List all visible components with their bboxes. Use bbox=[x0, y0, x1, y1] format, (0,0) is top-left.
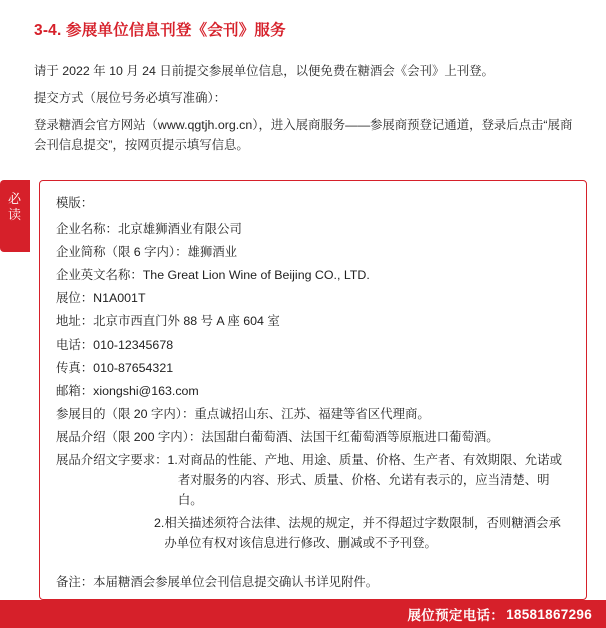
template-row-email: 邮箱：xiongshi@163.com bbox=[56, 383, 199, 398]
intro-block bbox=[34, 62, 574, 155]
template-row-company-short-name: 企业简称（限 6 字内）：雄狮酒业 bbox=[56, 245, 238, 260]
must-read-tab bbox=[0, 180, 30, 252]
template-row-fax: 传真：010-87654321 bbox=[56, 360, 174, 375]
template-note: 备注：本届糖酒会参展单位会刊信息提交确认书详见附件。 bbox=[56, 574, 379, 589]
intro-line-3: 登录糖酒会官方网站（www.qgtjh.org.cn），进入展商服务——参展商预登记通道，登录后点击“展商会刊信息提交”，按网页提示填写信息。 bbox=[34, 118, 573, 152]
template-row-booth: 展位：N1A001T bbox=[56, 291, 146, 306]
requirement-number-1: 1. bbox=[167, 453, 178, 468]
requirement-label: 展品介绍文字要求： bbox=[56, 453, 168, 468]
page-title: 3-4. 参展单位信息刊登《会刊》服务 bbox=[34, 22, 286, 39]
template-row-purpose: 参展目的（限 20 字内）：重点诚招山东、江苏、福建等省区代理商。 bbox=[56, 406, 430, 421]
requirement-number-2: 2. bbox=[154, 516, 165, 531]
template-row-exhibit-intro: 展品介绍（限 200 字内）：法国甜白葡萄酒、法国干红葡萄酒等原瓶进口葡萄酒。 bbox=[56, 429, 499, 444]
template-row-phone: 电话：010-12345678 bbox=[56, 337, 174, 352]
requirement-text-2: 相关描述须符合法律、法规的规定，并不得超过字数限制，否则糖酒会承办单位有权对该信息进行修改、删减或不予刊登。 bbox=[164, 516, 561, 551]
requirement-row-2 bbox=[56, 513, 570, 553]
phone-number: 18581867296 bbox=[506, 606, 592, 622]
template-row-address: 地址：北京市西直门外 88 号 A 座 604 室 bbox=[56, 314, 280, 329]
intro-line-2: 提交方式（展位号务必填写准确）： bbox=[34, 91, 227, 106]
phone-label: 展位预定电话： bbox=[407, 608, 505, 623]
template-heading: 模版： bbox=[56, 196, 94, 210]
intro-line-1: 请于 2022 年 10 月 24 日前提交参展单位信息，以便免费在糖酒会《会刊》上刊登。 bbox=[34, 64, 494, 78]
booth-reservation-phone-bar bbox=[0, 600, 606, 628]
template-box bbox=[39, 180, 587, 600]
template-row-company-english-name: 企业英文名称：The Great Lion Wine of Beijing CO., LTD. bbox=[56, 268, 370, 283]
requirement-row-1 bbox=[56, 450, 570, 510]
template-row-company-name: 企业名称：北京雄狮酒业有限公司 bbox=[56, 222, 242, 237]
requirement-text-1: 对商品的性能、产地、用途、质量、价格、生产者、有效期限、允诺或者对服务的内容、形式、质量、价格、允诺有表示的，应当清楚、明白。 bbox=[177, 453, 562, 508]
must-read-char-2: 读 bbox=[7, 207, 22, 223]
must-read-char-1: 必 bbox=[7, 191, 22, 206]
